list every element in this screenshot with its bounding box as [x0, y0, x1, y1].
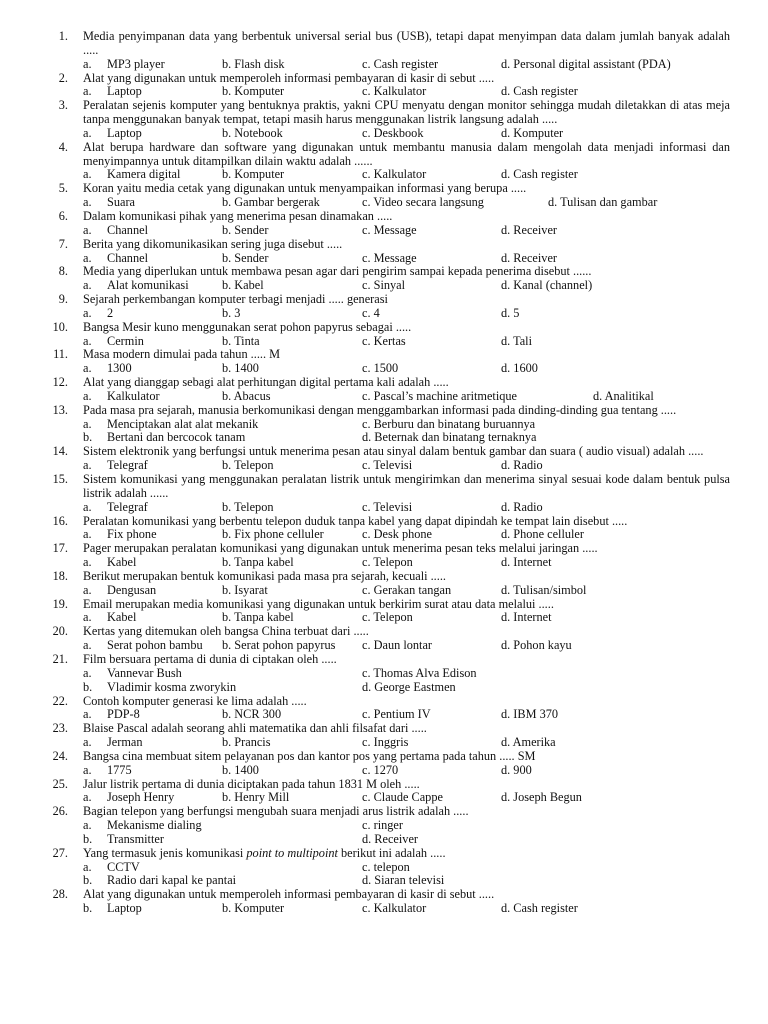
answer-option: d. Amerika: [501, 735, 556, 750]
option-text: Cermin: [107, 333, 144, 348]
question-item: [0, 598, 768, 612]
answer-option: [83, 584, 156, 598]
question-item: [0, 293, 768, 307]
answer-option: b. 3: [222, 305, 241, 320]
question-item: [0, 805, 768, 819]
question-item: [0, 238, 768, 252]
question-text: Kertas yang ditemukan oleh bangsa China terbuat dari .....: [83, 624, 369, 639]
question-number: 3.: [58, 98, 68, 113]
answer-option: b. Tinta: [222, 333, 260, 348]
answer-option: b. Flash disk: [222, 56, 285, 71]
answer-options-row: [0, 431, 768, 445]
answer-option: c. Daun lontar: [362, 638, 432, 653]
answer-options-row: [0, 307, 768, 321]
question-text: Yang termasuk jenis komunikasi point to multipoint berikut ini adalah .....: [83, 845, 446, 860]
option-text: CCTV: [107, 859, 140, 874]
question-text: Alat berupa hardware dan software yang digunakan untuk membantu manusia dalam mengolah data menjadi informasi dan menyimpannya untuk ditampilkan dilain waktu adalah ......: [83, 139, 730, 168]
question-list: [0, 30, 768, 916]
answer-option: [83, 681, 236, 695]
answer-options-row: [0, 791, 768, 805]
answer-option: c. Televisi: [362, 499, 413, 514]
question-text: Film bersuara pertama di dunia di ciptakan oleh .....: [83, 651, 337, 666]
answer-option: [83, 252, 148, 266]
question-number: 6.: [58, 208, 68, 223]
answer-options-row: [0, 736, 768, 750]
answer-options-row: [0, 611, 768, 625]
option-text: 2: [107, 305, 114, 320]
option-text: Vladimir kosma zworykin: [107, 679, 237, 694]
answer-option: d. Receiver: [501, 250, 557, 265]
question-item: [0, 445, 768, 459]
question-item: [0, 847, 768, 861]
question-item: [0, 321, 768, 335]
option-letter: b.: [83, 430, 93, 445]
question-item: [0, 265, 768, 279]
answer-options-row: [0, 335, 768, 349]
answer-option: [83, 874, 236, 888]
answer-option: b. Notebook: [222, 125, 283, 140]
answer-option: b. Komputer: [222, 167, 285, 182]
option-letter: a.: [83, 222, 92, 237]
answer-option: b. Kabel: [222, 278, 264, 293]
answer-option: d. George Eastmen: [362, 679, 456, 694]
option-text: Telegraf: [107, 499, 148, 514]
answer-option: c. Thomas Alva Edison: [362, 665, 477, 680]
option-text: Serat pohon bambu: [107, 638, 203, 653]
answer-option: [83, 501, 148, 515]
answer-option: c. 4: [362, 305, 380, 320]
answer-option: c. Kertas: [362, 333, 406, 348]
answer-option: d. Phone celluler: [501, 527, 584, 542]
option-text: Laptop: [107, 125, 142, 140]
question-number: 4.: [58, 139, 68, 154]
question-text: Bangsa Mesir kuno menggunakan serat pohon papyrus sebagai .....: [83, 319, 412, 334]
answer-option: [83, 279, 189, 293]
question-number: 11.: [53, 347, 68, 362]
answer-option: c. Kalkulator: [362, 901, 427, 916]
answer-options-row: [0, 667, 768, 681]
answer-option: c. Gerakan tangan: [362, 582, 452, 597]
option-text: Kabel: [107, 610, 137, 625]
answer-option: c. ringer: [362, 818, 403, 833]
question-item: [0, 72, 768, 86]
answer-option: [83, 85, 142, 99]
option-text: Mekanisme dialing: [107, 818, 202, 833]
answer-option: c. Inggris: [362, 735, 409, 750]
answer-option: c. Telepon: [362, 555, 413, 570]
option-letter: a.: [83, 56, 92, 71]
answer-option: [83, 58, 165, 72]
answer-option: [83, 736, 143, 750]
question-text: Berikut merupakan bentuk komunikasi pada masa pra sejarah, kecuali .....: [83, 568, 446, 583]
answer-option: b. Telepon: [222, 458, 274, 473]
answer-option: d. IBM 370: [501, 707, 559, 722]
option-letter: b.: [83, 831, 93, 846]
answer-options-row: [0, 861, 768, 875]
answer-option: [83, 390, 160, 404]
question-text: Alat yang digunakan untuk memperoleh informasi pembayaran di kasir di sebut .....: [83, 887, 495, 902]
answer-option: d. Beternak dan binatang ternaknya: [362, 430, 537, 445]
question-item: [0, 348, 768, 362]
option-letter: a.: [83, 84, 92, 99]
option-letter: a.: [83, 195, 92, 210]
option-text: Kalkulator: [107, 388, 160, 403]
question-number: 13.: [52, 402, 68, 417]
answer-option: c. Telepon: [362, 610, 413, 625]
answer-option: c. telepon: [362, 859, 410, 874]
answer-options-row: [0, 85, 768, 99]
option-letter: a.: [83, 499, 92, 514]
answer-option: b. Abacus: [222, 388, 271, 403]
option-letter: a.: [83, 790, 92, 805]
answer-option: b. Tanpa kabel: [222, 555, 294, 570]
answer-option: [83, 307, 113, 321]
answer-option: b. Gambar bergerak: [222, 195, 320, 210]
answer-options-row: [0, 127, 768, 141]
answer-options-row: [0, 902, 768, 916]
answer-options-row: [0, 58, 768, 72]
option-letter: a.: [83, 250, 92, 265]
option-letter: b.: [83, 679, 93, 694]
answer-option: c. Video secara langsung: [362, 195, 484, 210]
answer-option: c. Kalkulator: [362, 84, 427, 99]
option-letter: a.: [83, 818, 92, 833]
answer-option: c. 1500: [362, 361, 399, 376]
option-letter: a.: [83, 859, 92, 874]
answer-options-row: [0, 639, 768, 653]
answer-options-row: [0, 459, 768, 473]
answer-option: d. Analitikal: [593, 388, 654, 403]
question-number: 28.: [52, 887, 68, 902]
question-item: [0, 182, 768, 196]
answer-option: b. 1400: [222, 762, 259, 777]
question-item: [0, 99, 768, 127]
question-text-emphasis: point to multipoint: [246, 845, 338, 860]
answer-options-row: [0, 362, 768, 376]
question-number: 17.: [52, 541, 68, 556]
answer-option: d. Kanal (channel): [501, 278, 593, 293]
option-text: Dengusan: [107, 582, 157, 597]
answer-option: d. Radio: [501, 458, 543, 473]
answer-option: [83, 764, 132, 778]
option-letter: a.: [83, 278, 92, 293]
question-text: Sejarah perkembangan komputer terbagi menjadi ..... generasi: [83, 292, 388, 307]
answer-option: d. 900: [501, 762, 532, 777]
option-letter: a.: [83, 762, 92, 777]
answer-option: [83, 335, 144, 349]
answer-option: d. 1600: [501, 361, 538, 376]
option-text: Suara: [107, 195, 135, 210]
question-item: [0, 695, 768, 709]
option-letter: a.: [83, 638, 92, 653]
option-letter: a.: [83, 167, 92, 182]
question-item: [0, 653, 768, 667]
answer-option: d. Pohon kayu: [501, 638, 572, 653]
option-text: Channel: [107, 222, 148, 237]
answer-option: [83, 127, 142, 141]
answer-option: [83, 667, 182, 681]
answer-option: c. Deskbook: [362, 125, 424, 140]
answer-option: [83, 418, 258, 432]
answer-option: c. Message: [362, 222, 417, 237]
question-number: 2.: [58, 70, 68, 85]
answer-option: [83, 556, 136, 570]
answer-option: b. Sender: [222, 222, 269, 237]
question-text: Media yang diperlukan untuk membawa pesan agar dari pengirim sampai kepada penerima disebut ......: [83, 264, 592, 279]
option-text: 1775: [107, 762, 132, 777]
question-number: 20.: [52, 624, 68, 639]
answer-option: [83, 639, 203, 653]
question-number: 8.: [58, 264, 68, 279]
answer-option: d. Cash register: [501, 84, 578, 99]
question-text: Media penyimpanan data yang berbentuk universal serial bus (USB), tetapi dapat menyimpan data dalam jumlah banyak adalah .....: [83, 29, 730, 57]
answer-option: d. Cash register: [501, 901, 578, 916]
answer-options-row: [0, 681, 768, 695]
answer-options-row: [0, 390, 768, 404]
answer-option: d. Komputer: [501, 125, 564, 140]
answer-option: d. Radio: [501, 499, 543, 514]
question-number: 23.: [52, 721, 68, 736]
question-number: 21.: [52, 651, 68, 666]
answer-option: c. 1270: [362, 762, 399, 777]
question-number: 22.: [52, 693, 68, 708]
question-text: Contoh komputer generasi ke lima adalah .....: [83, 693, 307, 708]
question-text: Pager merupakan peralatan komunikasi yang digunakan untuk menerima pesan teks melalui jaringan .....: [83, 541, 598, 556]
question-item: [0, 722, 768, 736]
question-text: Peralatan komunikasi yang berbentu telepon duduk tanpa kabel yang dapat dipindah ke tempat lain disebut .....: [83, 513, 628, 528]
answer-options-row: [0, 833, 768, 847]
option-text: Kamera digital: [107, 167, 181, 182]
answer-option: [83, 528, 157, 542]
answer-option: b. Prancis: [222, 735, 271, 750]
answer-option: [83, 168, 180, 182]
option-letter: a.: [83, 416, 92, 431]
question-number: 18.: [52, 568, 68, 583]
answer-option: d. Receiver: [501, 222, 557, 237]
option-text: Laptop: [107, 901, 142, 916]
option-text: Channel: [107, 250, 148, 265]
answer-option: d. Tulisan dan gambar: [548, 195, 658, 210]
answer-options-row: [0, 279, 768, 293]
answer-option: b. NCR 300: [222, 707, 282, 722]
answer-option: d. 5: [501, 305, 520, 320]
question-text: Blaise Pascal adalah seorang ahli matematika dan ahli filsafat dari .....: [83, 721, 427, 736]
question-number: 16.: [52, 513, 68, 528]
question-text: Koran yaitu media cetak yang digunakan untuk menyampaikan informasi yang berupa .....: [83, 181, 527, 196]
question-text: Berita yang dikomunikasikan sering juga disebut .....: [83, 236, 343, 251]
answer-option: d. Tulisan/simbol: [501, 582, 587, 597]
option-letter: a.: [83, 388, 92, 403]
question-number: 12.: [52, 375, 68, 390]
option-text: Radio dari kapal ke pantai: [107, 873, 237, 888]
answer-options-row: [0, 764, 768, 778]
option-text: Bertani dan bercocok tanam: [107, 430, 246, 445]
answer-option: b. Komputer: [222, 84, 285, 99]
answer-option: d. Internet: [501, 555, 552, 570]
question-text: Pada masa pra sejarah, manusia berkomunikasi dengan menggambarkan informasi pada dinding-dinding gua tentang .....: [83, 402, 677, 417]
question-text: Email merupakan media komunikasi yang digunakan untuk berkirim surat atau data melalui .....: [83, 596, 554, 611]
answer-option: d. Cash register: [501, 167, 578, 182]
answer-option: [83, 791, 174, 805]
question-text: Jalur listrik pertama di dunia diciptakan pada tahun 1831 M oleh .....: [83, 776, 420, 791]
question-number: 1.: [58, 29, 68, 43]
option-text: Menciptakan alat alat mekanik: [107, 416, 259, 431]
answer-option: b. 1400: [222, 361, 259, 376]
option-letter: a.: [83, 555, 92, 570]
answer-option: c. Berburu dan binatang buruannya: [362, 416, 536, 431]
question-number: 27.: [52, 845, 68, 860]
question-item: [0, 376, 768, 390]
answer-options-row: [0, 196, 768, 210]
option-letter: b.: [83, 901, 93, 916]
answer-option: c. Televisi: [362, 458, 413, 473]
answer-option: c. Message: [362, 250, 417, 265]
option-letter: a.: [83, 458, 92, 473]
question-number: 14.: [52, 444, 68, 459]
answer-option: c. Pascal’s machine aritmetique: [362, 388, 518, 403]
answer-option: b. Telepon: [222, 499, 274, 514]
answer-option: b. Komputer: [222, 901, 285, 916]
answer-options-row: [0, 168, 768, 182]
answer-option: [83, 459, 148, 473]
option-letter: a.: [83, 333, 92, 348]
answer-option: b. Tanpa kabel: [222, 610, 294, 625]
answer-option: b. Sender: [222, 250, 269, 265]
question-item: [0, 542, 768, 556]
answer-option: c. Pentium IV: [362, 707, 431, 722]
option-text: Jerman: [107, 735, 143, 750]
answer-options-row: [0, 418, 768, 432]
question-item: [0, 404, 768, 418]
answer-options-row: [0, 584, 768, 598]
answer-option: b. Fix phone celluler: [222, 527, 324, 542]
answer-option: [83, 708, 140, 722]
answer-options-row: [0, 708, 768, 722]
answer-options-row: [0, 874, 768, 888]
question-item: [0, 141, 768, 169]
option-letter: a.: [83, 527, 92, 542]
question-item: [0, 210, 768, 224]
question-item: [0, 473, 768, 501]
question-number: 10.: [52, 319, 68, 334]
answer-option: d. Tali: [501, 333, 533, 348]
question-number: 5.: [58, 181, 68, 196]
question-item: [0, 30, 768, 58]
question-item: [0, 750, 768, 764]
option-letter: a.: [83, 125, 92, 140]
answer-option: c. Cash register: [362, 56, 439, 71]
question-item: [0, 570, 768, 584]
answer-option: c. Kalkulator: [362, 167, 427, 182]
question-number: 9.: [58, 292, 68, 307]
question-number: 7.: [58, 236, 68, 251]
option-letter: a.: [83, 582, 92, 597]
answer-options-row: [0, 252, 768, 266]
answer-options-row: [0, 224, 768, 238]
answer-option: [83, 224, 148, 238]
question-item: [0, 625, 768, 639]
question-text: Alat yang digunakan untuk memperoleh informasi pembayaran di kasir di sebut .....: [83, 70, 495, 85]
option-text: Kabel: [107, 555, 137, 570]
answer-option: b. Serat pohon papyrus: [222, 638, 336, 653]
option-letter: a.: [83, 305, 92, 320]
question-text: Sistem elektronik yang berfungsi untuk menerima pesan atau sinyal dalam bentuk gambar dan suara ( audio visual) adalah .....: [83, 444, 704, 459]
question-number: 25.: [52, 776, 68, 791]
question-item: [0, 888, 768, 902]
option-letter: a.: [83, 610, 92, 625]
question-number: 26.: [52, 804, 68, 819]
question-text: Bangsa cina membuat sitem pelayanan pos dan kantor pos yang pertama pada tahun ..... SM: [83, 748, 536, 763]
option-text: Joseph Henry: [107, 790, 175, 805]
answer-option: d. Receiver: [362, 831, 418, 846]
answer-option: d. Internet: [501, 610, 552, 625]
answer-options-row: [0, 528, 768, 542]
question-number: 24.: [52, 748, 68, 763]
answer-option: [83, 611, 136, 625]
option-text: PDP-8: [107, 707, 140, 722]
option-letter: a.: [83, 707, 92, 722]
answer-option: d. Joseph Begun: [501, 790, 582, 805]
answer-option: b. Henry Mill: [222, 790, 290, 805]
answer-option: c. Desk phone: [362, 527, 433, 542]
question-text: Bagian telepon yang berfungsi mengubah suara menjadi arus listrik adalah .....: [83, 804, 469, 819]
option-text: MP3 player: [107, 56, 165, 71]
question-text: Masa modern dimulai pada tahun ..... M: [83, 347, 281, 362]
option-text: 1300: [107, 361, 132, 376]
option-text: Alat komunikasi: [107, 278, 189, 293]
answer-option: [83, 902, 142, 916]
answer-option: c. Sinyal: [362, 278, 406, 293]
option-letter: a.: [83, 735, 92, 750]
question-number: 15.: [52, 472, 68, 486]
question-text: Peralatan sejenis komputer yang bentuknya praktis, yakni CPU menyatu dengan monitor sehingga mudah diletakkan di atas meja tanpa menggunakan banyak tempat, tetapi masih harus menggunakan listrik langsung adalah .....: [83, 98, 730, 127]
question-item: [0, 515, 768, 529]
option-letter: a.: [83, 665, 92, 680]
option-letter: b.: [83, 873, 93, 888]
option-letter: a.: [83, 361, 92, 376]
question-text: Alat yang dianggap sebagi alat perhitungan digital pertama kali adalah .....: [83, 375, 449, 390]
question-text: Sistem komunikasi yang menggunakan peralatan listrik untuk mengirimkan dan menerima sinyal sesuai kode dalam bentuk pulsa listrik adalah ......: [83, 472, 730, 500]
option-text: Vannevar Bush: [107, 665, 182, 680]
option-text: Telegraf: [107, 458, 148, 473]
answer-option: [83, 362, 132, 376]
option-text: Transmitter: [107, 831, 164, 846]
option-text: Laptop: [107, 84, 142, 99]
answer-option: [83, 819, 202, 833]
option-text: Fix phone: [107, 527, 157, 542]
answer-option: d. Siaran televisi: [362, 873, 445, 888]
answer-option: [83, 861, 140, 875]
answer-option: c. Claude Cappe: [362, 790, 443, 805]
question-number: 19.: [52, 596, 68, 611]
question-item: [0, 778, 768, 792]
answer-options-row: [0, 501, 768, 515]
answer-option: d. Personal digital assistant (PDA): [501, 56, 671, 71]
question-text: Dalam komunikasi pihak yang menerima pesan dinamakan .....: [83, 208, 393, 223]
answer-option: b. Isyarat: [222, 582, 268, 597]
answer-options-row: [0, 819, 768, 833]
answer-option: [83, 833, 164, 847]
answer-option: [83, 431, 245, 445]
answer-option: [83, 196, 135, 210]
answer-options-row: [0, 556, 768, 570]
